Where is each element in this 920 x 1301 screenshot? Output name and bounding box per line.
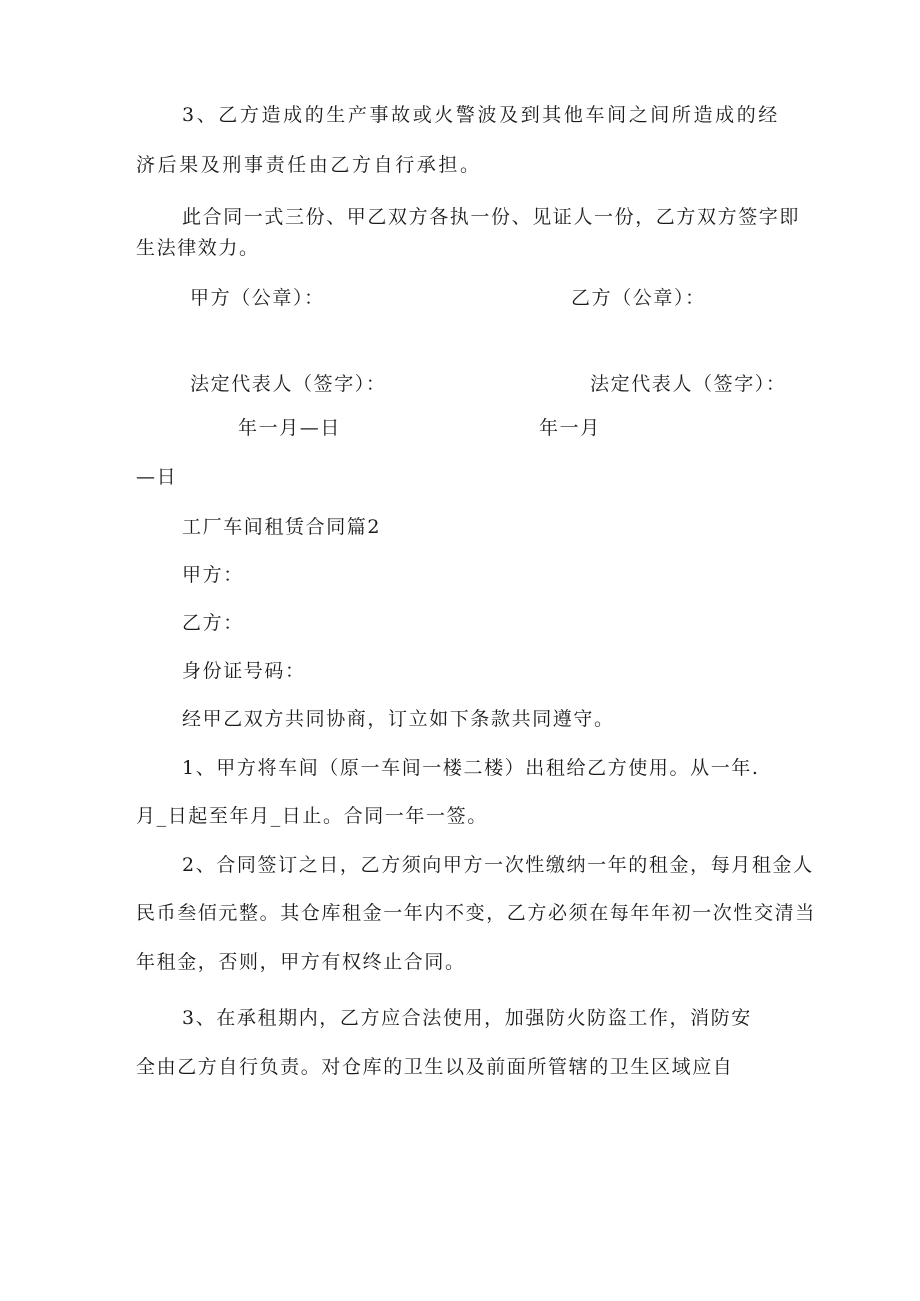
clause-1-line-2: 月_日起至年月_日止。合同一年一签。 [136,805,488,827]
party-a-seal: 甲方（公章）： [190,287,325,309]
clause-3-line-2: 济后果及刑事责任由乙方自行承担。 [136,154,482,176]
clause-3-line-1: 3、乙方造成的生产事故或火警波及到其他车间之间所造成的经 [182,104,780,126]
party-a-label: 甲方： [182,564,244,586]
party-a-date: 年一月—日 [238,417,342,439]
party-b-date: 年一月 [539,417,601,439]
id-number-label: 身份证号码： [182,660,306,682]
clause-2-line-1: 2、合同签订之日，乙方须向甲方一次性缴纳一年的租金，每月租金人 [182,854,814,876]
copies-line-2: 生法律效力。 [136,237,260,259]
agreement-intro: 经甲乙双方共同协商，订立如下条款共同遵守。 [182,708,615,730]
clause-3b-line-1: 3、在承租期内，乙方应合法使用，加强防火防盗工作，消防安 [182,1007,752,1029]
party-b-representative: 法定代表人（签字）： [590,373,787,395]
clause-3b-line-2: 全由乙方自行负责。对仓库的卫生以及前面所管辖的卫生区域应自 [136,1056,734,1078]
party-a-representative: 法定代表人（签字）： [190,373,387,395]
clause-1-line-1: 1、甲方将车间（原一车间一楼二楼）出租给乙方使用。从一年. [182,757,760,779]
section-title: 工厂车间租赁合同篇2 [182,516,382,538]
party-b-label: 乙方： [182,612,244,634]
party-b-date-continued: —日 [136,466,178,488]
party-b-seal: 乙方（公章）： [571,287,706,309]
clause-2-line-3: 年租金，否则，甲方有权终止合同。 [136,951,466,973]
clause-2-line-2: 民币叁佰元整。其仓库租金一年内不变，乙方必须在每年年初一次性交清当 [136,902,816,924]
copies-line-1: 此合同一式三份、甲乙双方各执一份、见证人一份，乙方双方签字即 [182,206,801,228]
